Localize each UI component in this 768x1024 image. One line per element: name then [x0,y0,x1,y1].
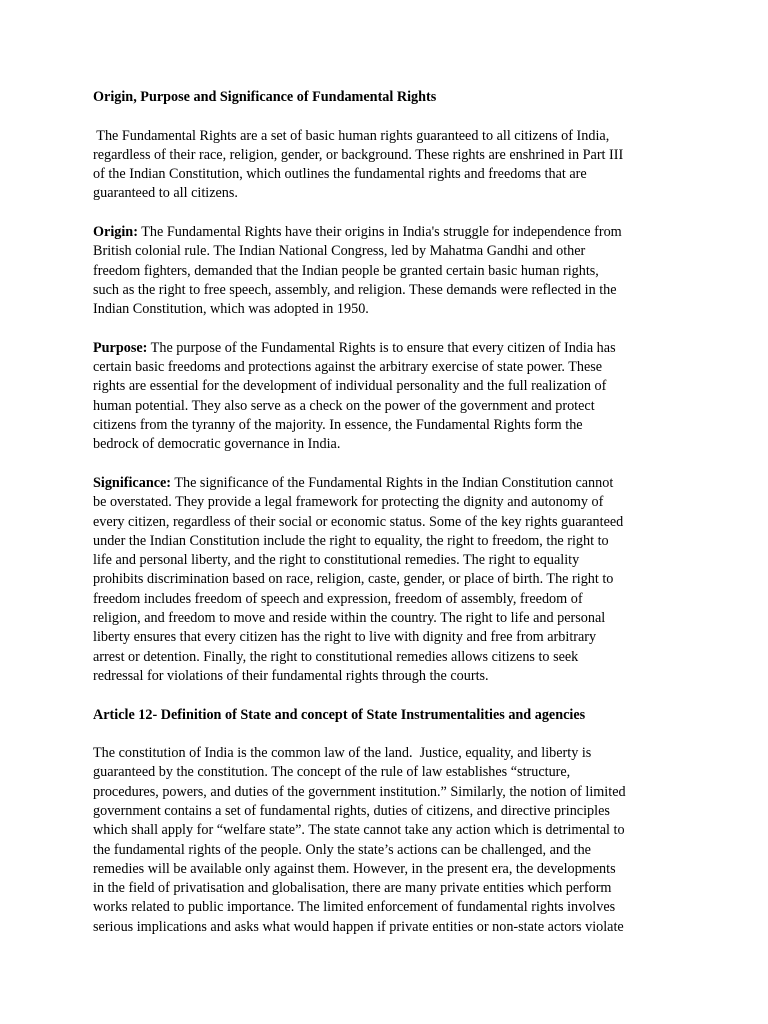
purpose-first-line [93,339,683,358]
purpose-line: rights are essential for the development of individual personality and the full realization of [93,378,607,395]
significance-line: under the Indian Constitution include the right to equality, the right to freedom, the right to [93,532,609,549]
significance-line: be overstated. They provide a legal framework for protecting the dignity and autonomy of [93,494,604,511]
origin-paragraph [93,223,683,319]
significance-text: The significance of the Fundamental Rights in the Indian Constitution cannot [171,474,614,491]
article12-line: The constitution of India is the common law of the land. Justice, equality, and liberty is [93,745,592,762]
significance-line: liberty ensures that every citizen has the right to live with dignity and free from arbitrary [93,629,597,646]
significance-line: prohibits discrimination based on race, religion, caste, gender, or place of birth. The right to [93,571,614,588]
heading-article-12: Article 12- Definition of State and concept of State Instrumentalities and agencies [93,706,586,723]
purpose-line: human potential. They also serve as a check on the power of the government and protect [93,397,595,414]
article12-line: in the field of privatisation and globalisation, there are many private entities which perform [93,880,612,897]
origin-line: freedom fighters, demanded that the Indian people be granted certain basic human rights, [93,262,599,279]
purpose-line: certain basic freedoms and protections against the arbitrary exercise of state power. These [93,359,603,376]
origin-first-line [93,223,683,242]
significance-line: redressal for violations of their fundamental rights through the courts. [93,667,489,684]
intro-line: regardless of their race, religion, gender, or background. These rights are enshrined in Part III [93,146,624,163]
origin-line: British colonial rule. The Indian National Congress, led by Mahatma Gandhi and other [93,243,586,260]
origin-line: Indian Constitution, which was adopted in 1950. [93,301,369,318]
article12-line: guaranteed by the constitution. The concept of the rule of law establishes “structure, [93,764,571,781]
intro-paragraph [93,127,683,204]
purpose-label: Purpose: [93,339,148,356]
article12-line: the fundamental rights of the people. Only the state’s actions can be challenged, and the [93,841,591,858]
article12-line: government contains a set of fundamental rights, duties of citizens, and directive principles [93,802,610,819]
significance-line: freedom includes freedom of speech and expression, freedom of assembly, freedom of [93,590,583,607]
intro-line: guaranteed to all citizens. [93,185,238,202]
origin-label: Origin: [93,224,138,241]
heading-fundamental-rights: Origin, Purpose and Significance of Fundamental Rights [93,89,437,105]
significance-line: life and personal liberty, and the right to constitutional remedies. The right to equality [93,552,580,569]
article12-line: which shall apply for “welfare state”. The state cannot take any action which is detrimental to [93,822,625,839]
significance-line: every citizen, regardless of their social or economic status. Some of the key rights guaranteed [93,513,624,530]
article12-line: procedures, powers, and duties of the government institution.” Similarly, the notion of limited [93,783,626,800]
origin-line: such as the right to free speech, assembly, and religion. These demands were reflected in the [93,281,617,298]
article12-line: serious implications and asks what would happen if private entities or non-state actors violate [93,918,624,935]
significance-paragraph [93,474,683,686]
purpose-paragraph [93,339,683,455]
article12-line: works related to public importance. The limited enforcement of fundamental rights involves [93,899,616,916]
article12-paragraph [93,744,683,937]
intro-line: of the Indian Constitution, which outlines the fundamental rights and freedoms that are [93,166,587,183]
significance-label: Significance: [93,474,172,491]
origin-text: The Fundamental Rights have their origins in India's struggle for independence from [137,224,622,241]
significance-first-line [93,474,683,493]
article12-line: remedies will be available only against them. However, in the present era, the developments [93,860,616,877]
purpose-text: The purpose of the Fundamental Rights is to ensure that every citizen of India has [147,339,616,356]
significance-line: religion, and freedom to move and reside within the country. The right to life and personal [93,610,606,627]
purpose-line: citizens from the tyranny of the majority. In essence, the Fundamental Rights form the [93,417,583,434]
purpose-line: bedrock of democratic governance in India. [93,436,341,453]
intro-line: The Fundamental Rights are a set of basic human rights guaranteed to all citizens of India, [93,127,610,144]
significance-line: arrest or detention. Finally, the right to constitutional remedies allows citizens to seek [93,648,579,665]
document-page [93,88,683,956]
